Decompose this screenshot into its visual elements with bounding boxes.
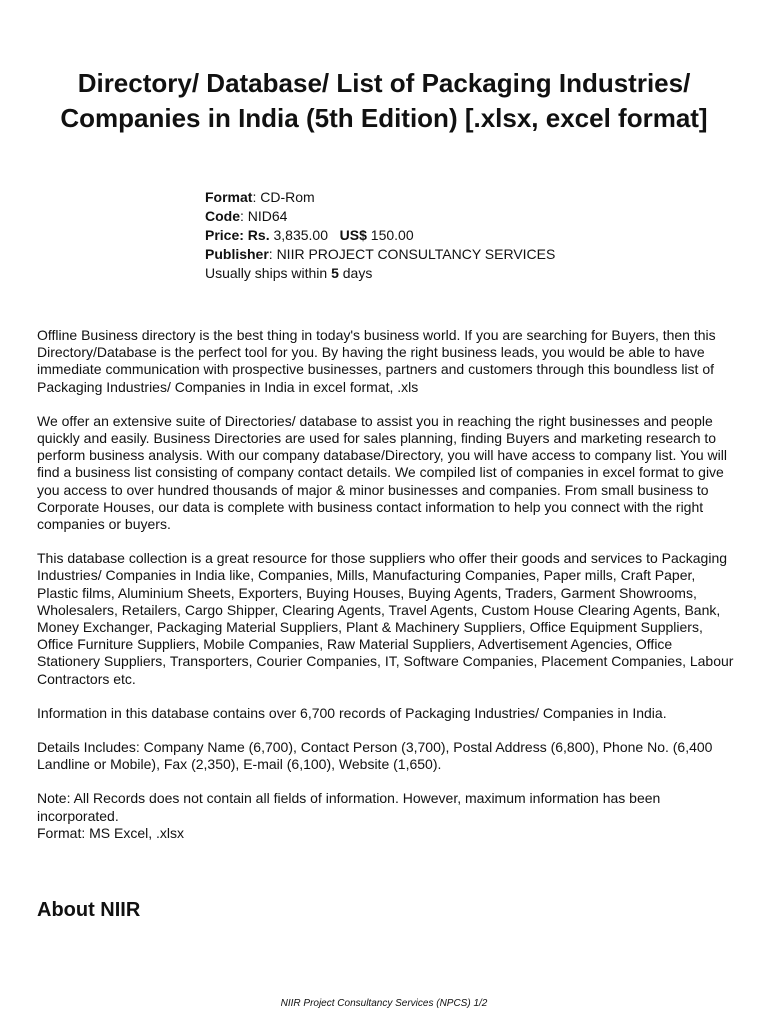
page-title: Directory/ Database/ List of Packaging Industries/ Companies in India (5th Edition) [.xlsx, excel format] — [60, 68, 708, 133]
publisher-label: Publisher — [205, 246, 269, 262]
offer-paragraph: We offer an extensive suite of Directories/ database to assist you in reaching the right businesses and people quickly and easily. Business Directories are used for sales planning, finding Buyers and marketing research to perform business analysis. With our company database/Directory, you will have access to company list. You will find a business list consisting of company contact details. We compiled list of companies in excel format to give you access to over hundred thousands of major & minor businesses and companies. From small business to Corporate Houses, our data is complete with business contact information to help you connect with the right companies or buyers. — [37, 412, 727, 533]
price-usd: 150.00 — [366, 227, 414, 243]
page-footer: NIIR Project Consultancy Services (NPCS) 1/2 — [280, 998, 488, 1009]
code-row — [205, 207, 555, 226]
code-value: : NID64 — [240, 208, 288, 224]
price-label: Price: Rs. — [205, 227, 270, 243]
note-paragraph: Note: All Records does not contain all fields of information. However, maximum information has been incorporated. — [37, 790, 661, 824]
ships-suffix: days — [338, 265, 373, 281]
publisher-row — [205, 245, 555, 264]
ships-prefix: Usually ships within — [205, 265, 332, 281]
ships-days: 5 — [331, 265, 339, 281]
format-row — [205, 188, 555, 207]
price-row — [205, 226, 555, 245]
details-paragraph: Details Includes: Company Name (6,700), Contact Person (3,700), Postal Address (6,800), Phone No. (6,400 Landline or Mobile), Fax (2,350), E-mail (6,100), Website (1,650). — [37, 739, 713, 773]
price-inr: 3,835.00 — [269, 227, 328, 243]
format-value: : CD-Rom — [252, 189, 315, 205]
intro-paragraph: Offline Business directory is the best thing in today's business world. If you are searching for Buyers, then this Directory/Database is the perfect tool for you. By having the right business leads, you would be able to have immediate communication with prospective businesses, partners and customers through this boundless list of Packaging Industries/ Companies in India in excel format, .xls — [37, 327, 716, 395]
code-label: Code — [205, 208, 240, 224]
usd-label: US$ — [339, 227, 367, 243]
publisher-value: : NIIR PROJECT CONSULTANCY SERVICES — [268, 246, 556, 262]
format-label: Format — [205, 189, 253, 205]
shipping-row — [205, 264, 555, 283]
records-paragraph: Information in this database contains over 6,700 records of Packaging Industries/ Companies in India. — [37, 704, 667, 721]
product-details — [205, 188, 555, 283]
collection-paragraph: This database collection is a great resource for those suppliers who offer their goods and services to Packaging Industries/ Companies in India like, Companies, Mills, Manufacturing Companies, Paper mills, Craft Paper, Plastic films, Aluminium Sheets, Exporters, Buying Houses, Buying Agents, Traders, Garment Showrooms, Wholesalers, Retailers, Cargo Shipper, Clearing Agents, Travel Agents, Custom House Clearing Agents, Bank, Money Exchanger, Packaging Material Suppliers, Plant & Machinery Suppliers, Office Equipment Suppliers, Office Furniture Suppliers, Mobile Companies, Raw Material Suppliers, Advertisement Agencies, Office Stationery Suppliers, Transporters, Courier Companies, IT, Software Companies, Placement Companies, Labour Contractors etc. — [37, 550, 734, 687]
description-body — [37, 327, 737, 842]
about-heading: About NIIR — [37, 899, 141, 921]
format-line: Format: MS Excel, .xlsx — [37, 824, 185, 841]
